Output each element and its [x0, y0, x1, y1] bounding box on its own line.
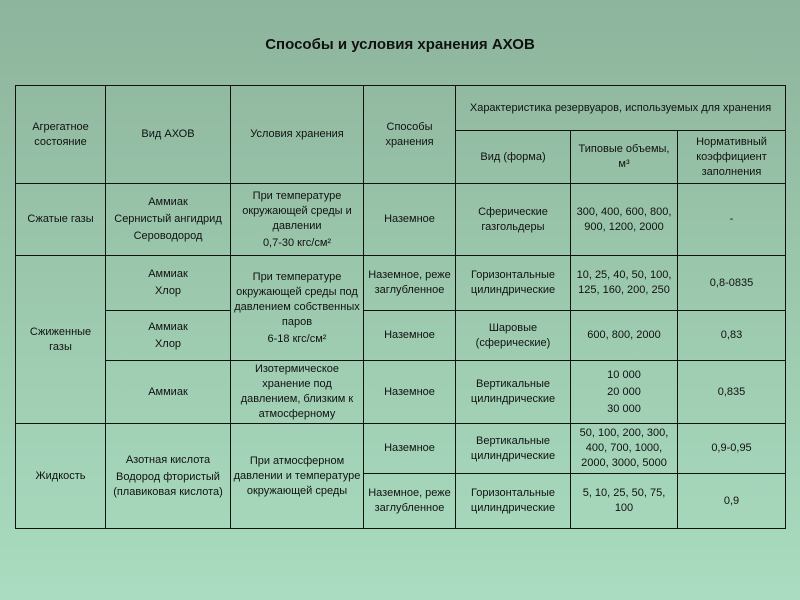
form-cell: Горизонтальные цилиндрические	[456, 256, 571, 311]
state-cell: Сжатые газы	[16, 184, 106, 256]
method-cell: Наземное, реже заглубленное	[364, 256, 456, 311]
volumes-cell: 50, 100, 200, 300, 400, 700, 1000, 2000, 3000, 5000	[571, 424, 678, 474]
pressure-text: 0,7-30 кгс/см²	[262, 236, 332, 249]
storage-table	[15, 85, 786, 529]
form-cell: Горизонтальные цилиндрические	[456, 474, 571, 529]
conditions-cell: Изотермическое хранение под давлением, близким к атмосферному	[231, 361, 364, 424]
coef-cell: 0,835	[678, 361, 786, 424]
table-row	[16, 311, 786, 361]
header-form: Вид (форма)	[456, 131, 571, 184]
type-item: Аммиак	[148, 196, 188, 208]
type-item: Сернистый ангидрид	[114, 213, 222, 225]
type-cell: Аммиак	[106, 361, 231, 424]
header-volumes: Типовые объемы, м³	[571, 131, 678, 184]
volumes-cell: 10, 25, 40, 50, 100, 125, 160, 200, 250	[571, 256, 678, 311]
header-type: Вид АХОВ	[106, 86, 231, 184]
header-tanks: Характеристика резервуаров, используемых для хранения	[456, 86, 786, 131]
method-cell: Наземное	[364, 311, 456, 361]
type-cell	[106, 311, 231, 361]
type-item: Хлор	[154, 337, 182, 350]
header-conditions: Условия хранения	[231, 86, 364, 184]
volumes-cell: 300, 400, 600, 800, 900, 1200, 2000	[571, 184, 678, 256]
coef-cell: 0,83	[678, 311, 786, 361]
form-cell: Вертикальные цилиндрические	[456, 361, 571, 424]
table-row	[16, 256, 786, 311]
volumes-cell	[571, 361, 678, 424]
volume-item: 10 000	[607, 368, 641, 381]
state-cell: Сжиженные газы	[16, 256, 106, 424]
volumes-cell: 600, 800, 2000	[571, 311, 678, 361]
table-row	[16, 424, 786, 474]
type-cell	[106, 184, 231, 256]
type-item: Сероводород	[133, 230, 203, 242]
conditions-text: При температуре окружающей среды под давлением собственных паров	[234, 270, 360, 328]
type-item: Азотная кислота	[125, 453, 211, 466]
method-cell: Наземное	[364, 424, 456, 474]
conditions-cell: При атмосферном давлении и температуре окружающей среды	[231, 424, 364, 529]
page-title: Способы и условия хранения АХОВ	[265, 36, 535, 53]
volumes-cell: 5, 10, 25, 50, 75, 100	[571, 474, 678, 529]
conditions-text: При температуре окружающей среды и давлении	[242, 189, 352, 232]
type-item: Хлор	[154, 285, 182, 297]
method-cell: Наземное	[364, 184, 456, 256]
form-cell: Шаровые (сферические)	[456, 311, 571, 361]
type-cell	[106, 256, 231, 311]
method-cell: Наземное, реже заглубленное	[364, 474, 456, 529]
form-cell: Сферические газгольдеры	[456, 184, 571, 256]
table-row	[16, 184, 786, 256]
volume-item: 20 000	[607, 385, 641, 398]
coef-cell: -	[678, 184, 786, 256]
type-item: Аммиак	[148, 320, 188, 333]
table-row	[16, 361, 786, 424]
pressure-text: 6-18 кгс/см²	[267, 332, 327, 345]
method-cell: Наземное	[364, 361, 456, 424]
header-methods: Способы хранения	[364, 86, 456, 184]
type-cell	[106, 424, 231, 529]
type-item: Водород фтористый (плавиковая кислота)	[113, 470, 223, 498]
state-cell: Жидкость	[16, 424, 106, 529]
conditions-cell	[231, 184, 364, 256]
header-coef: Нормативный коэффициент заполнения	[678, 131, 786, 184]
coef-cell: 0,8-0835	[678, 256, 786, 311]
coef-cell: 0,9	[678, 474, 786, 529]
header-row	[16, 86, 786, 131]
coef-cell: 0,9-0,95	[678, 424, 786, 474]
type-item: Аммиак	[148, 268, 188, 280]
header-state: Агрегатное состояние	[16, 86, 106, 184]
volume-item: 30 000	[607, 402, 641, 415]
form-cell: Вертикальные цилиндрические	[456, 424, 571, 474]
conditions-cell	[231, 256, 364, 361]
